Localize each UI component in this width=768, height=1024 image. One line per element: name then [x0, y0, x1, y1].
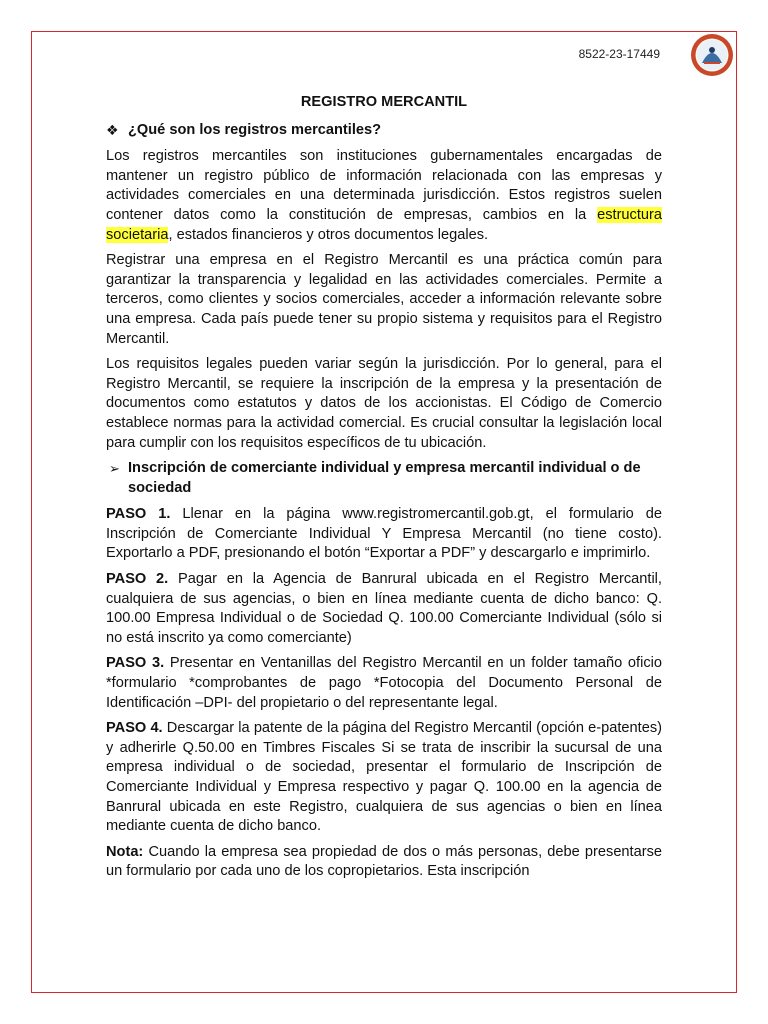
paragraph-1-end: , estados financieros y otros documentos legales. [168, 226, 489, 243]
step-2 [106, 570, 662, 648]
step-label: PASO 2. [106, 571, 169, 588]
highlighted-text: estructura societaria [106, 206, 662, 243]
step-label: PASO 1. [106, 506, 171, 523]
paragraph-1 [106, 147, 662, 245]
document-body [106, 93, 662, 888]
note [106, 843, 662, 882]
step-4 [106, 719, 662, 837]
sub-heading-text: Inscripción de comerciante individual y empresa mercantil individual o de sociedad [128, 460, 641, 496]
step-text: Presentar en Ventanillas del Registro Mercantil en un folder tamaño oficio *formulario *comprobantes de pago *Fotocopia del Documento Personal de Identificación –DPI- del propietario o del representante legal. [106, 655, 662, 711]
question-heading-text: ¿Qué son los registros mercantiles? [128, 121, 382, 138]
step-label: PASO 4. [106, 720, 163, 737]
step-text: Pagar en la Agencia de Banrural ubicada en el Registro Mercantil, cualquiera de sus agencias, o bien en línea mediante cuenta de dicho banco: Q. 100.00 Empresa Individual o de Sociedad Q. 100.00 Comerciante Individual (sólo si no está inscrito ya como comerciante) [106, 571, 662, 646]
arrow-bullet-icon: ➢ [109, 461, 120, 477]
university-seal-icon [690, 33, 734, 77]
diamond-bullet-icon: ❖ [106, 121, 119, 138]
document-id: 8522-23-17449 [578, 47, 660, 61]
paragraph-3: Los requisitos legales pueden variar según la jurisdicción. Por lo general, para el Registro Mercantil, se requiere la inscripción de la empresa y la presentación de documentos como estatutos y datos de los accionistas. El Código de Comercio establece normas para la actividad comercial. Es crucial consultar la legislación local para cumplir con los requisitos específicos de tu ubicación. [106, 356, 662, 451]
step-3 [106, 654, 662, 713]
question-heading [106, 121, 662, 141]
step-1 [106, 505, 662, 564]
sub-heading [106, 459, 662, 498]
step-label: PASO 3. [106, 655, 165, 672]
page-title: REGISTRO MERCANTIL [300, 94, 468, 110]
note-label: Nota: [106, 843, 144, 860]
step-text: Descargar la patente de la página del Registro Mercantil (opción e-patentes) y adherirle Q.50.00 en Timbres Fiscales Si se trata de inscribir la sucursal de una empresa individual o de sociedad, presentar el formulario de Inscripción de Comerciante Individual y Empresa respectivo y pagar Q. 100.00 en la agencia de Banrural ubicada en este Registro, cualquiera de sus agencias o bien en línea mediante cuenta de dicho banco. [106, 720, 662, 835]
note-text: Cuando la empresa sea propiedad de dos o más personas, debe presentarse un formulario por cada uno de los copropietarios. Esta inscripción [106, 843, 662, 880]
paragraph-2: Registrar una empresa en el Registro Mercantil es una práctica común para garantizar la transparencia y legalidad en las actividades comerciales. Permite a terceros, como clientes y socios comerciales, acceder a información relevante sobre una empresa. Cada país puede tener su propio sistema y requisitos para el Registro Mercantil. [106, 252, 662, 347]
step-text: Llenar en la página www.registromercantil.gob.gt, el formulario de Inscripción de Comerciante Individual Y Empresa Mercantil (no tiene costo). Exportarlo a PDF, presionando el botón “Exportar a PDF” y descargarlo e imprimirlo. [106, 506, 662, 562]
paragraph-1-text: Los registros mercantiles son instituciones gubernamentales encargadas de mantener un registro público de información relacionada con las empresas y actividades comerciales en una determinada jurisdicción. Estos registros suelen contener datos como la constitución de empresas, cambios en la [106, 148, 662, 223]
